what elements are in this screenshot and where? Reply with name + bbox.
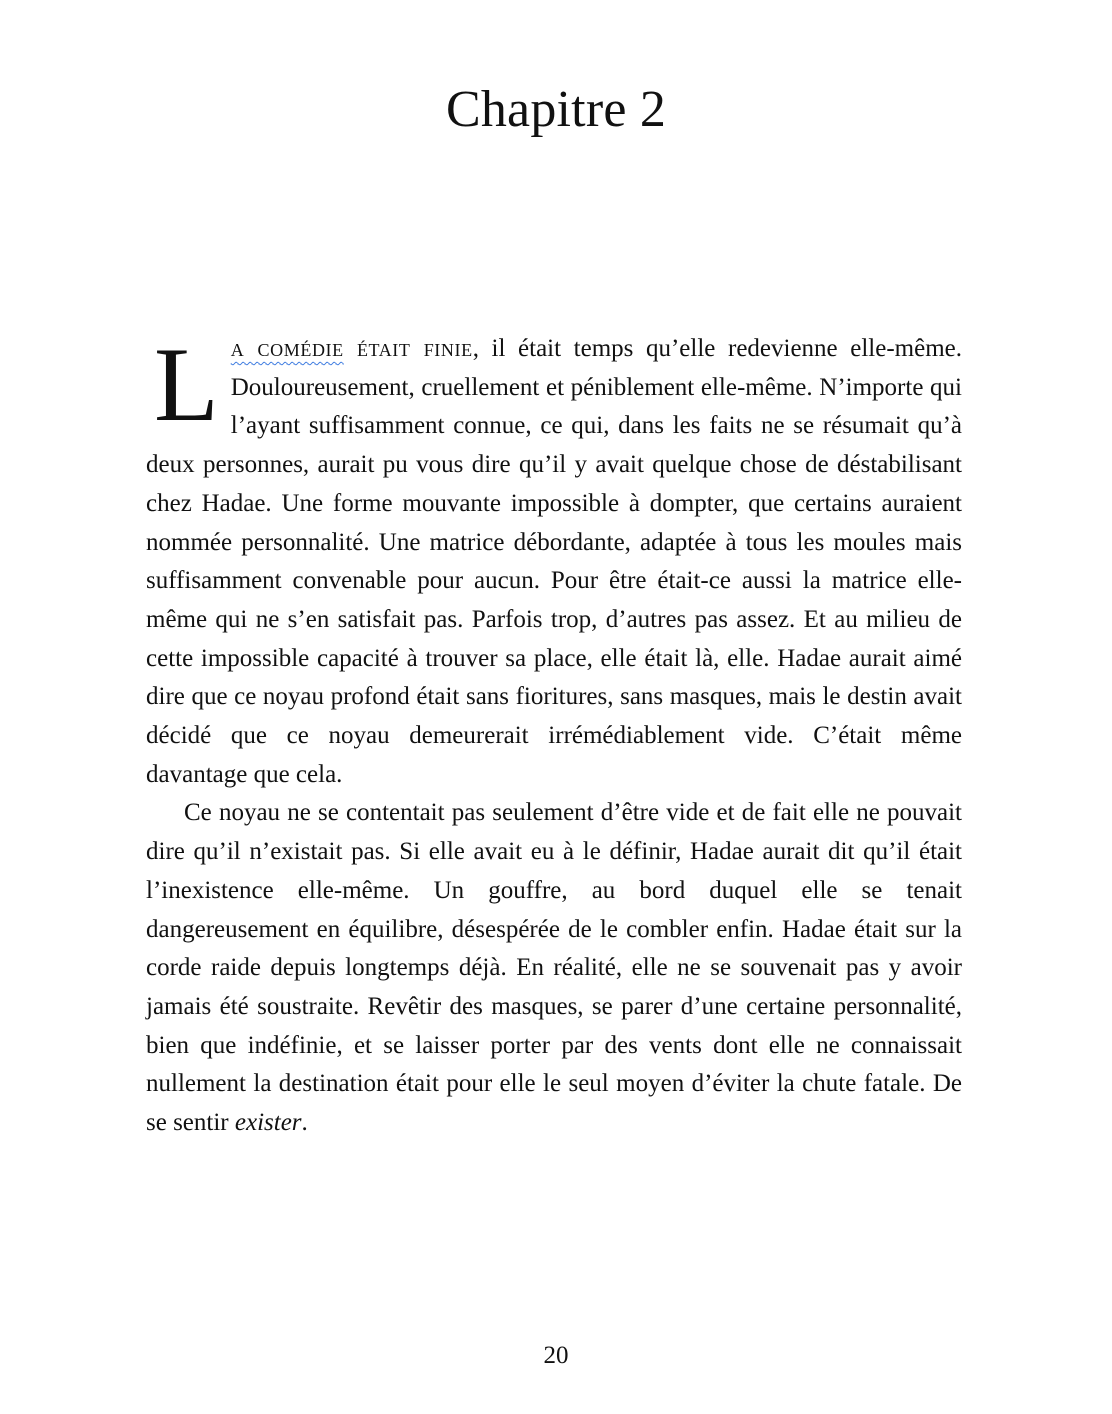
lead-in-misspelled-words[interactable]: a comédie <box>230 335 344 362</box>
paragraph-1-text: , il était temps qu’elle redevienne elle-même. Douloureusement, cruellement et péniblement elle-même. N’importe qui l’ayant suffisamment connue, ce qui, dans les faits ne se résumait qu’à deux personnes, aurait pu vous dire qu’il y avait quelque chose de déstabilisant chez Hadae. Une forme mouvante impossible à dompter, que certains auraient nommée personnalité. Une matrice débordante, adaptée à tous les moules mais suffisamment convenable pour aucun. Pour être était-ce aussi la matrice elle-même qui ne s’en satisfait pas. Parfois trop, d’autres pas assez. Et au milieu de cette impossible capacité à trouver sa place, elle était là, elle. Hadae aurait aimé dire que ce noyau profond était sans fioritures, sans masques, mais le destin avait décidé que ce noyau demeurerait irrémédiablement vide. C’était même davantage que cela. <box>146 335 962 788</box>
emphasized-word: exister <box>234 1109 302 1137</box>
chapter-title: Chapitre 2 <box>445 81 667 138</box>
paragraph-2-text: Ce noyau ne se contentait pas seulement d’être vide et de fait elle ne pouvait dire qu’il n’existait pas. Si elle avait eu à le définir, Hadae aurait dit qu’il était l’inexistence elle-même. Un gouffre, au bord duquel elle se tenait dangereusement en équilibre, désespérée de le combler enfin. Hadae était sur la corde raide depuis longtemps déjà. En réalité, elle ne se souvenait pas y avoir jamais été soustraite. Revêtir des masques, se parer d’une certaine personnalité, bien que indéfinie, et se laisser porter par des vents dont elle ne connaissait nullement la destination était pour elle le seul moyen d’éviter la chute fatale. De se sentir <box>146 799 962 1137</box>
paragraph-2 <box>146 794 962 1142</box>
drop-cap-letter: L <box>154 326 219 443</box>
chapter-body <box>146 326 962 1143</box>
page-number: 20 <box>543 1342 569 1369</box>
paragraph-2-end: . <box>301 1109 308 1137</box>
lead-in-words: était finie <box>343 335 473 362</box>
paragraph-1 <box>146 326 962 794</box>
